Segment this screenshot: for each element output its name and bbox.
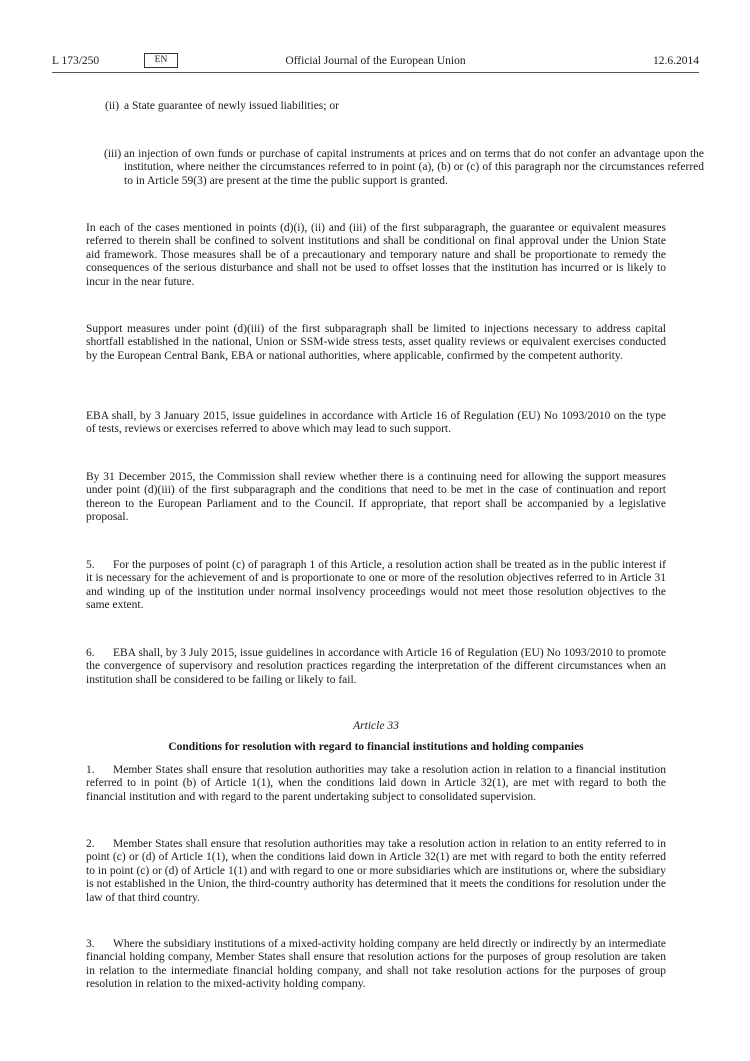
paragraph-number: 2.: [86, 838, 95, 850]
paragraph: By 31 December 2015, the Commission shall review whether there is a continuing need for allowing the support measures under point (d)(iii) of the first subparagraph and the conditions that need to be met in the case of continuation and report thereon to the European Parliament and to the Council. If appropriate, that report shall be accompanied by a legislative proposal.: [86, 471, 666, 524]
list-item-text: a State guarantee of newly issued liabilities; or: [124, 100, 339, 112]
paragraph-number: 3.: [86, 938, 95, 950]
paragraph-text: Member States shall ensure that resolution authorities may take a resolution action in relation to an entity referred to in point (c) or (d) of Article 1(1), when the conditions laid down in Article 32(1) are met with regard to both the entity referred to in point (c) or (d) of Article 1(1) and with regard to one or more subsidiaries which are institutions or, where the subsidiary is not established in the Union, the third-country authority has determined that it meets the conditions for resolution under the law of that third country.: [86, 838, 666, 904]
paragraph-text: EBA shall, by 3 July 2015, issue guidelines in accordance with Article 16 of Regulation (EU) No 1093/2010 to promote the convergence of supervisory and resolution practices regarding the interpretation of the different circumstances when an institution shall be considered to be failing or likely to fail.: [86, 647, 666, 686]
article-title: Article 33: [353, 720, 399, 732]
paragraph-text: Member States shall ensure that resolution authorities may take a resolution action in relation to a financial institution referred to in point (b) of Article 1(1), when the conditions laid down in Article 32(1), are met with regard to both the financial institution and with regard to the parent undertaking subject to consolidated supervision.: [86, 764, 666, 803]
numbered-paragraph: [86, 764, 666, 804]
list-item: [86, 100, 704, 113]
publication-date: 12.6.2014: [653, 55, 699, 67]
paragraph-text: For the purposes of point (c) of paragraph 1 of this Article, a resolution action shall be treated as in the public interest if it is necessary for the achievement of and is proportionate to one or more of the resolution objectives referred to in Article 31 and winding up of the institution under normal insolvency proceedings would not meet those resolution objectives to the same extent.: [86, 559, 666, 612]
numbered-paragraph: [86, 559, 666, 613]
list-item-text: an injection of own funds or purchase of capital instruments at prices and on terms that do not confer an advantage upon the institution, where neither the circumstances referred to in point (a), (b) or (c) of this paragraph nor the circumstances referred to in Article 59(3) are present at the time the public support is granted.: [124, 148, 704, 187]
header-divider: [52, 72, 699, 73]
list-item-number: (ii): [105, 100, 120, 112]
journal-title: Official Journal of the European Union: [285, 55, 466, 67]
list-item-number: (iii): [104, 148, 122, 160]
paragraph-text: Where the subsidiary institutions of a mixed-activity holding company are held directly or indirectly by an intermediate financial holding company, Member States shall ensure that resolution actions for the purposes of group resolution are taken in relation to the intermediate financial holding company, and shall not take resolution actions for the purposes of group resolution in relation to the mixed-activity holding company.: [86, 938, 666, 991]
paragraph: Support measures under point (d)(iii) of the first subparagraph shall be limited to injections necessary to address capital shortfall established in the national, Union or SSM-wide stress tests, asset quality reviews or equivalent exercises conducted by the European Central Bank, EBA or national authorities, where applicable, confirmed by the competent authority.: [86, 323, 666, 362]
page-header: [52, 51, 699, 71]
paragraph-number: 6.: [86, 647, 95, 659]
article-heading: Conditions for resolution with regard to financial institutions and holding companies: [168, 741, 584, 753]
paragraph-number: 1.: [86, 764, 95, 776]
numbered-paragraph: [86, 838, 666, 905]
paragraph: EBA shall, by 3 January 2015, issue guidelines in accordance with Article 16 of Regulation (EU) No 1093/2010 on the type of tests, reviews or exercises referred to above which may lead to such support.: [86, 410, 666, 436]
journal-reference: L 173/250: [52, 55, 100, 67]
paragraph-number: 5.: [86, 559, 95, 571]
paragraph: In each of the cases mentioned in points (d)(i), (ii) and (iii) of the first subparagraph, the guarantee or equivalent measures referred to therein shall be confined to solvent institutions and shall be conditional on final approval under the Union State aid framework. Those measures shall be of a precautionary and temporary nature and shall be proportionate to remedy the consequences of the serious disturbance and shall not be used to offset losses that the institution has incurred or is likely to incur in the near future.: [86, 222, 666, 288]
language-badge: EN: [144, 53, 178, 68]
list-item: [86, 148, 704, 188]
numbered-paragraph: [86, 647, 666, 687]
numbered-paragraph: [86, 938, 666, 992]
